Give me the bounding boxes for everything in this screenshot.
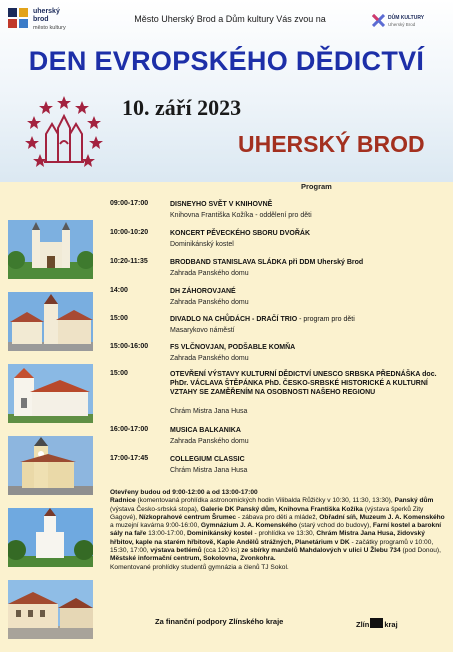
info-segment: Komentované prohlídky studentů gymnázia a členů TJ Sokol. — [110, 563, 289, 571]
info-segment: Obřadní síň, Muzeum J. A. Komenského — [319, 513, 445, 521]
opening-hours-text — [110, 489, 448, 572]
schedule-place: Zahrada Panského domu — [170, 270, 249, 277]
schedule-place: Masarykovo náměstí — [170, 327, 235, 334]
program-heading: Program — [301, 182, 332, 191]
schedule-place: Chrám Mistra Jana Husa — [170, 467, 248, 474]
info-segment: - prohlídka ve 13:30, — [252, 530, 317, 538]
schedule-time: 15:00 — [110, 315, 128, 322]
event-city: UHERSKÝ BROD — [238, 131, 425, 157]
dk-cross-icon — [372, 14, 385, 27]
schedule-time: 15:00 — [110, 370, 128, 377]
logo-line-2: brod — [33, 16, 49, 23]
info-segment: (cca 120 ks) — [201, 547, 242, 555]
info-segment: (pod Donou), — [400, 547, 441, 555]
town-tower-photo — [8, 292, 93, 351]
info-segment: Radnice — [110, 497, 136, 505]
schedule-time: 14:00 — [110, 287, 128, 294]
dk-logo-line-1: DŮM KULTURY — [388, 15, 425, 21]
info-segment: (výstava Česko-srbská stopa), — [110, 505, 201, 513]
info-segment: Nízkoprahové centrum Šrumec — [138, 513, 237, 521]
schedule-title: MUSICA BALKANIKA — [170, 427, 241, 434]
info-segment: (výstava šperků Zity Gagové), — [110, 505, 424, 521]
schedule-title: KONCERT PĚVECKÉHO SBORU DVOŘÁK — [170, 230, 311, 237]
photo-column — [8, 220, 93, 652]
logo-line-1: uherský — [33, 8, 60, 15]
zlin-logo-square-icon — [370, 618, 383, 628]
logo-line-3: město kultury — [33, 25, 66, 31]
european-heritage-emblem-icon — [24, 94, 104, 174]
schedule-time: 09:00-17:00 — [110, 200, 149, 207]
schedule-title: OTEVŘENÍ VÝSTAVY KULTURNÍ DĚDICTVÍ UNESCO SRBSKA PŘEDNÁŠKA doc. PhDr. VÁCLAVA ŠTĚPÁNKA PhD. ČESKO-SRBSKÉ HISTORICKÉ A KULTURNÍ VZTAHY SE ZAMĚŘENÍM NA OSOBNOSTI NAŠEHO REGIONU — [170, 371, 437, 396]
info-segment: Panský dům — [394, 497, 434, 505]
info-segment: Chrám Mistra Jana Husa, židovský hřbitov, kaple na starém hřbitově, Kaple Andělů strážných, Planetárium v DK — [110, 530, 425, 546]
schedule-time: 10:00-10:20 — [110, 229, 149, 236]
info-segment: - zábava pro děti a mládež, — [236, 513, 320, 521]
info-segment: Gymnázium J. A. Komenského — [200, 522, 298, 530]
info-segment: (komentovaná prohlídka astronomických hodin Vilibalda Růžičky v 10:30, 11:30, 13:30), — [135, 497, 395, 505]
schedule-title: DH ZÁHOROVJANÉ — [170, 288, 236, 295]
info-segment: výstava betlémů — [150, 547, 202, 555]
zlin-logo-right: kraj — [384, 620, 398, 629]
event-title: DEN EVROPSKÉHO DĚDICTVÍ — [28, 46, 425, 76]
schedule-place: Zahrada Panského domu — [170, 299, 249, 306]
schedule-title: BRODBAND STANISLAVA SLÁDKA při DDM Uherský Brod — [170, 259, 364, 266]
event-date: 10. září 2023 — [122, 95, 242, 120]
town-street-photo — [8, 580, 93, 639]
info-segment: - začátky programů v 10:00, 15:30, 17:00, — [110, 538, 434, 555]
info-segment: Galerie DK Panský dům, Knihovna Františka Kožíka — [200, 505, 363, 513]
info-segment: 13:00-17:00, — [146, 530, 187, 538]
info-segment: Dominikánský kostel — [187, 530, 253, 538]
schedule-place: Zahrada Panského domu — [170, 355, 249, 362]
dk-logo-line-2: Uherský Brod — [388, 22, 416, 27]
schedule-place: Zahrada Panského domu — [170, 438, 249, 445]
info-segment: a muzejní kavárna 9:00-16:00, — [110, 522, 201, 530]
chapel-photo — [8, 508, 93, 567]
zlin-region-logo — [356, 614, 398, 632]
info-segment: Farní kostel a barokní sály na faře — [110, 522, 442, 538]
info-segment: Otevřeny budou od 9:00-12:00 a od 13:00-17:00 — [110, 489, 258, 496]
city-mark-icon — [8, 8, 28, 28]
schedule-place: Dominikánský kostel — [170, 241, 234, 248]
info-segment: Městské informační centrum, Sokolovna, Zvonkohra. — [110, 555, 276, 563]
schedule-title: DIVADLO NA CHŮDÁCH - DRAČÍ TRIO - program pro děti — [170, 316, 355, 323]
schedule-title: COLLEGIUM CLASSIC — [170, 456, 245, 463]
dum-kultury-logo — [372, 14, 425, 32]
schedule-place: Knihovna Františka Kožíka - oddělení pro děti — [170, 212, 312, 219]
schedule-time: 15:00-16:00 — [110, 343, 149, 350]
invitation-text: Město Uherský Brod a Dům kultury Vás zvou na — [134, 14, 326, 24]
schedule-title: FS VLČNOVJAN, PODŠABLE KOMŇA — [170, 344, 296, 351]
sponsor-text: Za finanční podpory Zlínského kraje — [155, 617, 284, 626]
info-segment: (starý vchod do budovy), — [297, 522, 373, 530]
schedule-time: 10:20-11:35 — [110, 258, 148, 265]
schedule-title: DISNEYHO SVĚT V KNIHOVNĚ — [170, 201, 273, 208]
zlin-logo-left: Zlín — [356, 620, 370, 629]
schedule-time: 16:00-17:00 — [110, 426, 149, 433]
white-church-photo — [8, 364, 93, 423]
pilgrimage-church-photo — [8, 220, 93, 279]
baroque-church-photo — [8, 436, 93, 495]
schedule-place: Chrám Mistra Jana Husa — [170, 408, 248, 415]
info-segment: ze sbírky manželů Mahdalových v ulici U Žlebu 734 — [241, 547, 401, 555]
schedule-time: 17:00-17:45 — [110, 455, 149, 462]
